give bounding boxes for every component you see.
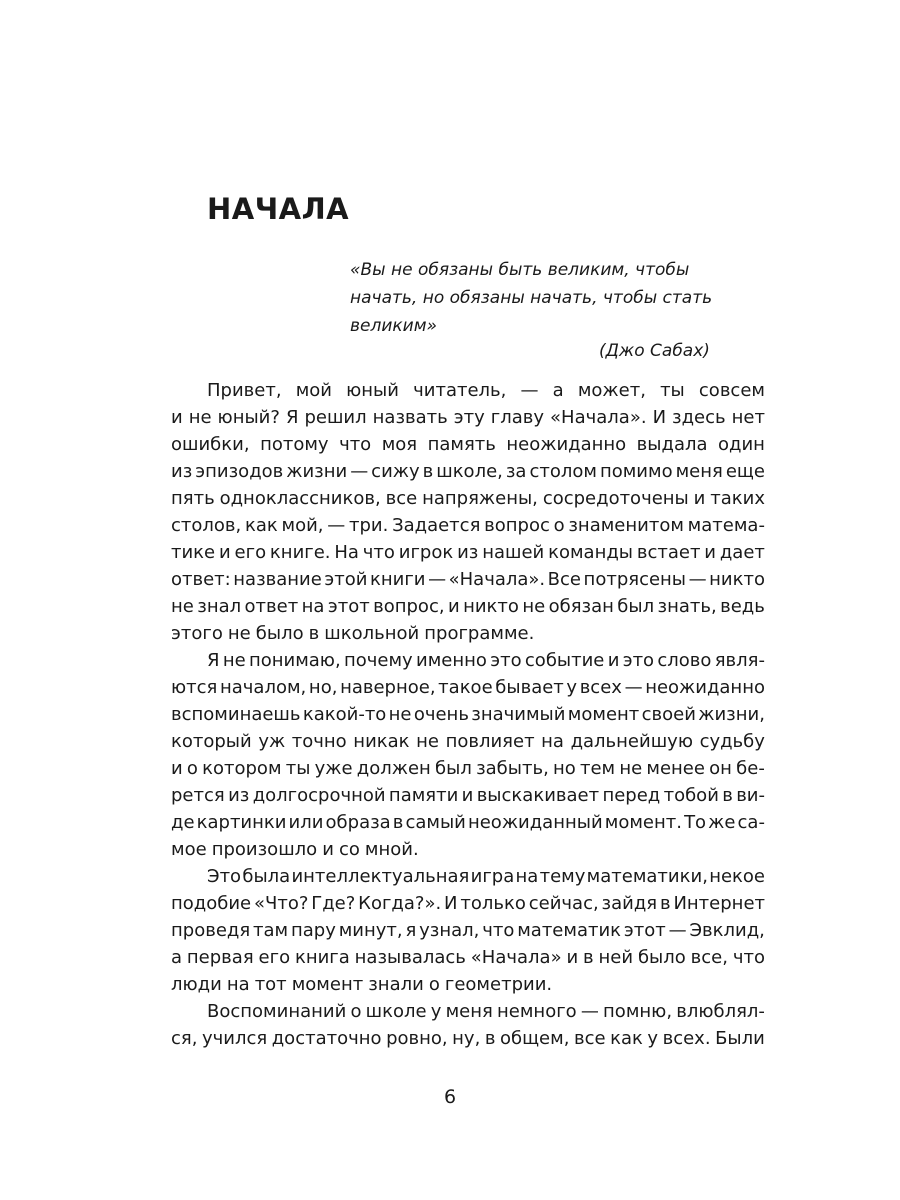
body-line: и не юный? Я решил назвать эту главу «Начала». И здесь нет <box>171 407 765 428</box>
epigraph-line: начать, но обязаны начать, чтобы стать <box>350 288 713 308</box>
body-line: пять одноклассников, все напряжены, сосредоточены и таких <box>171 488 765 509</box>
body-line: Я не понимаю, почему именно это событие и это слово явля- <box>207 650 765 671</box>
body-line: который уж точно никак не повлияет на дальнейшую судьбу <box>171 731 765 752</box>
epigraph-line: великим» <box>350 316 438 336</box>
body-line: подобие «Что? Где? Когда?». И только сейчас, зайдя в Интернет <box>171 893 765 914</box>
body-line: Это была интеллектуальная игра на тему математики, некое <box>207 866 765 887</box>
body-line: ся, учился достаточно ровно, ну, в общем, все как у всех. Были <box>171 1028 765 1049</box>
chapter-title: НАЧАЛА <box>207 192 350 226</box>
epigraph-line: «Вы не обязаны быть великим, чтобы <box>350 260 690 280</box>
epigraph <box>350 256 720 361</box>
body-line: из эпизодов жизни — сижу в школе, за столом помимо меня еще <box>171 461 765 482</box>
body-line: рется из долгосрочной памяти и выскакивает перед тобой в ви- <box>171 785 765 806</box>
body-line: ошибки, потому что моя память неожиданно выдала один <box>171 434 765 455</box>
body-line: столов, как мой, — три. Задается вопрос о знаменитом матема- <box>171 515 765 536</box>
page-number: 6 <box>443 1086 457 1108</box>
body-line: ются началом, но, наверное, такое бывает у всех — неожиданно <box>171 677 765 698</box>
body-line: не знал ответ на этот вопрос, и никто не обязан был знать, ведь <box>171 596 765 617</box>
body-line: ответ: название этой книги — «Начала». Все потрясены — никто <box>171 569 765 590</box>
body-line: Воспоминаний о школе у меня немного — помню, влюблял- <box>207 1001 765 1022</box>
body-line: этого не было в школьной программе. <box>171 623 535 644</box>
body-line: вспоминаешь какой-то не очень значимый момент своей жизни, <box>171 704 765 725</box>
body-line: и о котором ты уже должен был забыть, но тем не менее он бе- <box>171 758 765 779</box>
epigraph-author: (Джо Сабах) <box>599 341 710 361</box>
body-line: тике и его книге. На что игрок из нашей команды встает и дает <box>171 542 765 563</box>
body-line: люди на тот момент знали о геометрии. <box>171 974 553 995</box>
body-line: проведя там пару минут, я узнал, что математик этот — Эвклид, <box>171 920 765 941</box>
body-line: мое произошло и со мной. <box>171 839 419 860</box>
body-text <box>171 377 765 1052</box>
body-line: Привет, мой юный читатель, — а может, ты совсем <box>207 380 765 401</box>
body-line: де картинки или образа в самый неожиданный момент. То же са- <box>171 812 765 833</box>
body-line: а первая его книга называлась «Начала» и в ней было все, что <box>171 947 765 968</box>
